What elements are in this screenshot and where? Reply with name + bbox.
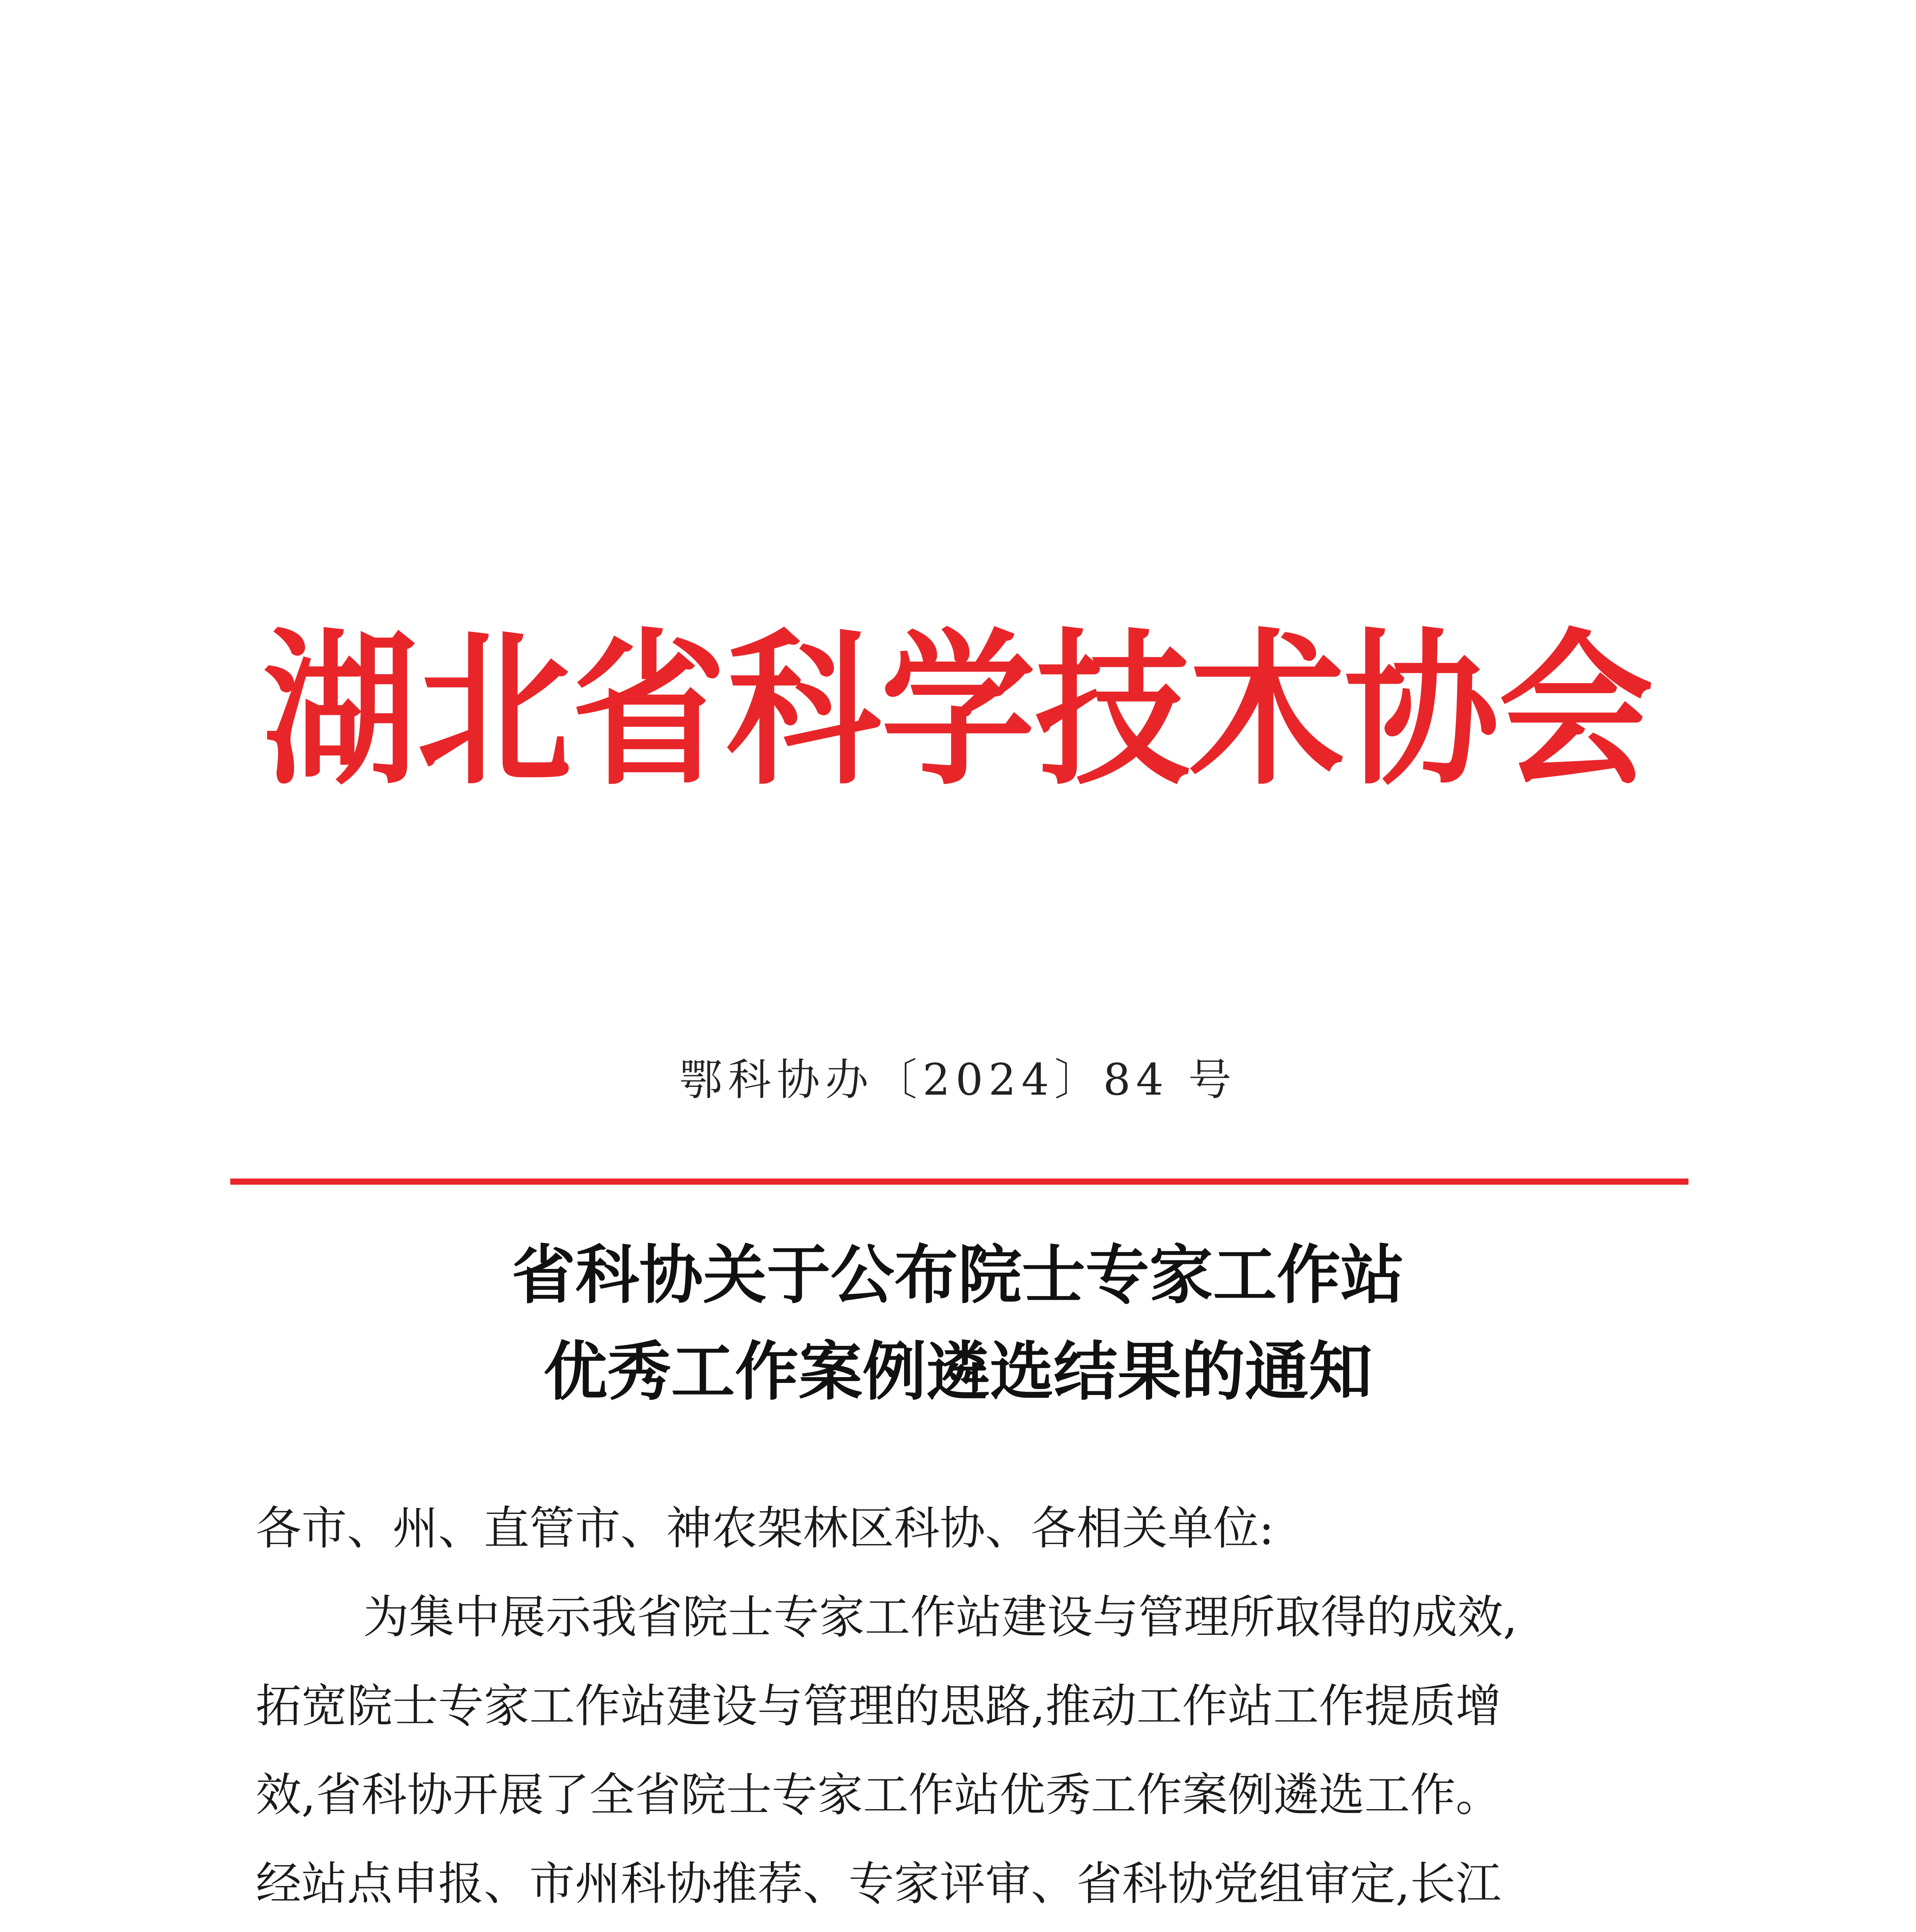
salutation-text: 各市、州、直管市、神农架林区科协、各相关单位:: [256, 1502, 1274, 1555]
notice-title-line-1: 省科协关于公布院士专家工作站: [512, 1238, 1404, 1312]
paragraph-1-line-1: 为集中展示我省院士专家工作站建设与管理所取得的成效,: [363, 1590, 1518, 1644]
paragraph-1-line-2: 拓宽院士专家工作站建设与管理的思路,推动工作站工作提质增: [256, 1679, 1501, 1733]
document-number: 鄂科协办〔2024〕84 号: [679, 1055, 1237, 1105]
red-divider-line: [230, 1179, 1688, 1185]
paragraph-1-line-3: 效,省科协开展了全省院士专家工作站优秀工作案例遴选工作。: [256, 1768, 1501, 1821]
notice-title-line-2: 优秀工作案例遴选结果的通知: [544, 1335, 1372, 1409]
organization-header: 湖北省科学技术协会: [262, 614, 1654, 808]
paragraph-1-line-4: 经站点申报、市州科协推荐、专家评审、省科协党组审定,长江: [256, 1857, 1501, 1910]
